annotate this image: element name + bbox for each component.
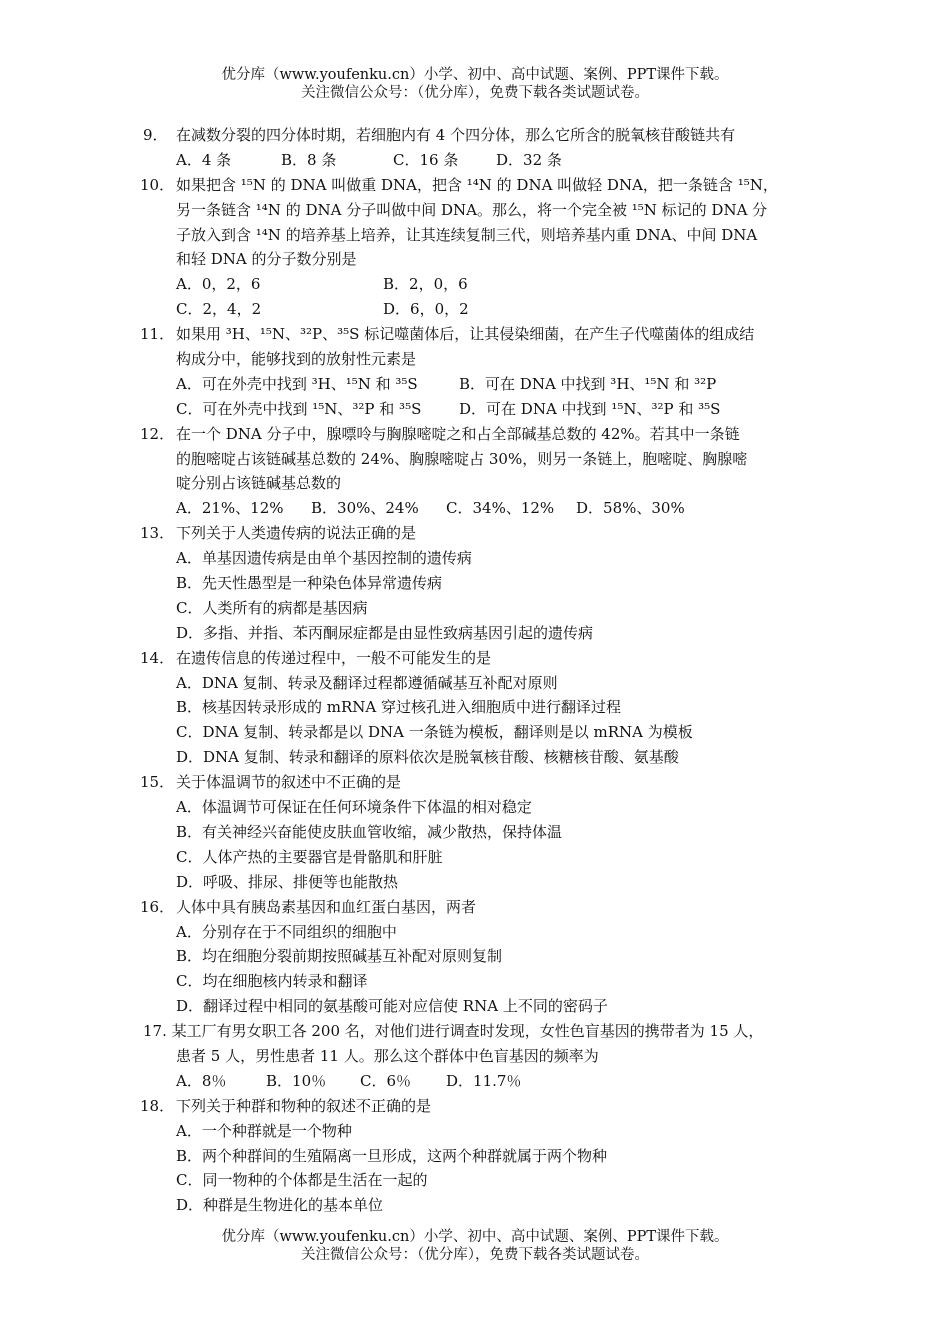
option-text: B．有关神经兴奋能使皮肤血管收缩，减少散热，保持体温 [176,822,563,841]
question-11-options-row-2 [0,397,950,422]
stem-text: 构成分中，能够找到的放射性元素是 [176,350,417,369]
stem-text: 患者 5 人，男性患者 11 人。那么这个群体中色盲基因的频率为 [176,1046,599,1065]
stem-text: 17. 某工厂有男女职工各 200 名，对他们进行调查时发现，女性色盲基因的携带者为 15 人， [143,1022,764,1041]
question-list [0,123,950,1218]
stem-text: 如果把含 ¹⁵N 的 DNA 叫做重 DNA，把含 ¹⁴N 的 DNA 叫做轻 DNA，把一条链含 ¹⁵N， [176,175,778,194]
question-13-stem [0,521,950,546]
option-a: A．8％ [176,1071,227,1090]
option-text: B．均在细胞分裂前期按照碱基互补配对原则复制 [176,947,503,966]
option-a [0,546,950,571]
option-text: B．核基因转录形成的 mRNA 穿过核孔进入细胞质中进行翻译过程 [176,698,622,717]
option-a [0,671,950,696]
option-b: B．8 条 [281,150,337,169]
option-a [0,920,950,945]
stem-text: 下列关于种群和物种的叙述不正确的是 [176,1096,432,1115]
option-text: C．DNA 复制、转录都是以 DNA 一条链为模板，翻译则是以 mRNA 为模板 [176,723,693,742]
stem-text: 下列关于人类遗传病的说法正确的是 [176,524,417,543]
option-text: A．一个种群就是一个物种 [176,1121,352,1140]
option-b [0,820,950,845]
option-d: D．6，0，2 [383,300,469,319]
stem-text: 子放入到含 ¹⁴N 的培养基上培养，让其连续复制三代，则培养基内重 DNA、中间 DNA [176,225,758,244]
option-b: B．30%、24% [311,499,419,518]
option-c [0,845,950,870]
option-b [0,944,950,969]
stem-text: 啶分别占该链碱基总数的 [176,474,342,493]
option-text: C．人体产热的主要器官是骨骼肌和肝脏 [176,847,443,866]
option-d: D．可在 DNA 中找到 ¹⁵N、³²P 和 ³⁵S [459,399,721,418]
page-footer [0,1228,950,1264]
stem-text: 在一个 DNA 分子中，腺嘌呤与胸腺嘧啶之和占全部碱基总数的 42%。若其中一条链 [176,424,740,443]
option-c [0,596,950,621]
option-d [0,745,950,770]
option-d [0,621,950,646]
question-17-options [0,1069,950,1094]
question-14-stem [0,646,950,671]
question-number: 9． [143,126,168,144]
question-9-stem [0,123,950,148]
option-c [0,720,950,745]
option-text: C．同一物种的个体都是生活在一起的 [176,1171,428,1190]
question-number: 12． [140,424,175,443]
option-text: A．DNA 复制、转录及翻译过程都遵循碱基互补配对原则 [176,673,558,692]
stem-text: 在遗传信息的传递过程中，一般不可能发生的是 [176,648,492,667]
stem-text: 和轻 DNA 的分子数分别是 [176,250,357,269]
option-text: A．单基因遗传病是由单个基因控制的遗传病 [176,549,472,568]
stem-text: 关于体温调节的叙述中不正确的是 [176,773,402,792]
question-17-stem [0,1019,950,1044]
question-number: 15． [140,773,175,792]
question-16-stem [0,895,950,920]
option-text: D．呼吸、排尿、排便等也能散热 [176,872,399,891]
question-number: 16． [140,897,175,916]
question-10-options-row-1 [0,272,950,297]
option-d [0,1193,950,1218]
option-text: C．均在细胞核内转录和翻译 [176,972,368,991]
option-a [0,1119,950,1144]
option-d: D．11.7％ [446,1071,522,1090]
option-c: C．6％ [360,1071,412,1090]
stem-continuation [0,471,950,496]
option-text: A．分别存在于不同组织的细胞中 [176,922,397,941]
option-a [0,795,950,820]
stem-text: 如果用 ³H、¹⁵N、³²P、³⁵S 标记噬菌体后，让其侵染细菌，在产生子代噬菌体的组成结 [176,325,755,344]
stem-text: 人体中具有胰岛素基因和血红蛋白基因，两者 [176,897,477,916]
stem-continuation [0,247,950,272]
option-a: A．21%、12% [176,499,284,518]
question-number: 18． [140,1096,175,1115]
option-d [0,994,950,1019]
question-number: 10． [140,175,175,194]
stem-continuation [0,223,950,248]
option-c [0,969,950,994]
option-b [0,1144,950,1169]
question-10-options-row-2 [0,297,950,322]
option-c: C．16 条 [393,150,459,169]
option-b [0,571,950,596]
stem-text: 的胞嘧啶占该链碱基总数的 24%、胸腺嘧啶占 30%，则另一条链上，胞嘧啶、胸腺嘧 [176,449,748,468]
footer-line-1: 优分库（www.youfenku.cn）小学、初中、高中试题、案例、PPT课件下载。 [221,1229,729,1245]
footer-line-2: 关注微信公众号：（优分库），免费下载各类试题试卷。 [301,1247,649,1263]
page-header [0,66,950,102]
question-15-stem [0,770,950,795]
option-text: A．体温调节可保证在任何环境条件下体温的相对稳定 [176,798,532,817]
header-line-1: 优分库（www.youfenku.cn）小学、初中、高中试题、案例、PPT课件下载。 [221,67,729,83]
option-c: C．34%、12% [446,499,555,518]
stem-continuation [0,1044,950,1069]
option-text: D．翻译过程中相同的氨基酸可能对应信使 RNA 上不同的密码子 [176,997,608,1016]
option-d: D．58%、30% [576,499,685,518]
question-number: 13． [140,524,175,543]
option-a: A．4 条 [176,150,232,169]
option-c: C．可在外壳中找到 ¹⁵N、³²P 和 ³⁵S [176,399,422,418]
question-10-stem [0,173,950,198]
option-text: D．种群是生物进化的基本单位 [176,1196,384,1215]
option-text: D．DNA 复制、转录和翻译的原料依次是脱氧核苷酸、核糖核苷酸、氨基酸 [176,748,679,767]
option-text: B．两个种群间的生殖隔离一旦形成，这两个种群就属于两个物种 [176,1146,608,1165]
question-12-stem [0,422,950,447]
stem-text: 在减数分裂的四分体时期，若细胞内有 4 个四分体，那么它所含的脱氧核苷酸链共有 [176,126,736,144]
option-b: B．10％ [266,1071,327,1090]
question-number: 11． [140,325,175,344]
question-11-options-row-1 [0,372,950,397]
question-12-options [0,496,950,521]
stem-continuation [0,447,950,472]
option-text: C．人类所有的病都是基因病 [176,598,368,617]
option-a: A．可在外壳中找到 ³H、¹⁵N 和 ³⁵S [176,374,418,393]
question-11-stem [0,322,950,347]
option-d: D．32 条 [496,150,562,169]
stem-continuation [0,198,950,223]
stem-continuation [0,347,950,372]
option-b [0,695,950,720]
stem-text: 另一条链含 ¹⁴N 的 DNA 分子叫做中间 DNA。那么，将一个完全被 ¹⁵N 标记的 DNA 分 [176,200,768,219]
question-9-options [0,148,950,173]
option-c [0,1168,950,1193]
option-b: B．2，0，6 [383,275,468,294]
question-number: 14． [140,648,175,667]
option-b: B．可在 DNA 中找到 ³H、¹⁵N 和 ³²P [459,374,717,393]
option-a: A．0，2，6 [176,275,261,294]
option-text: B．先天性愚型是一种染色体异常遗传病 [176,574,443,593]
option-c: C．2，4，2 [176,300,262,319]
option-text: D．多指、并指、苯丙酮尿症都是由显性致病基因引起的遗传病 [176,623,594,642]
question-18-stem [0,1094,950,1119]
option-d [0,870,950,895]
header-line-2: 关注微信公众号：（优分库），免费下载各类试题试卷。 [301,85,649,101]
